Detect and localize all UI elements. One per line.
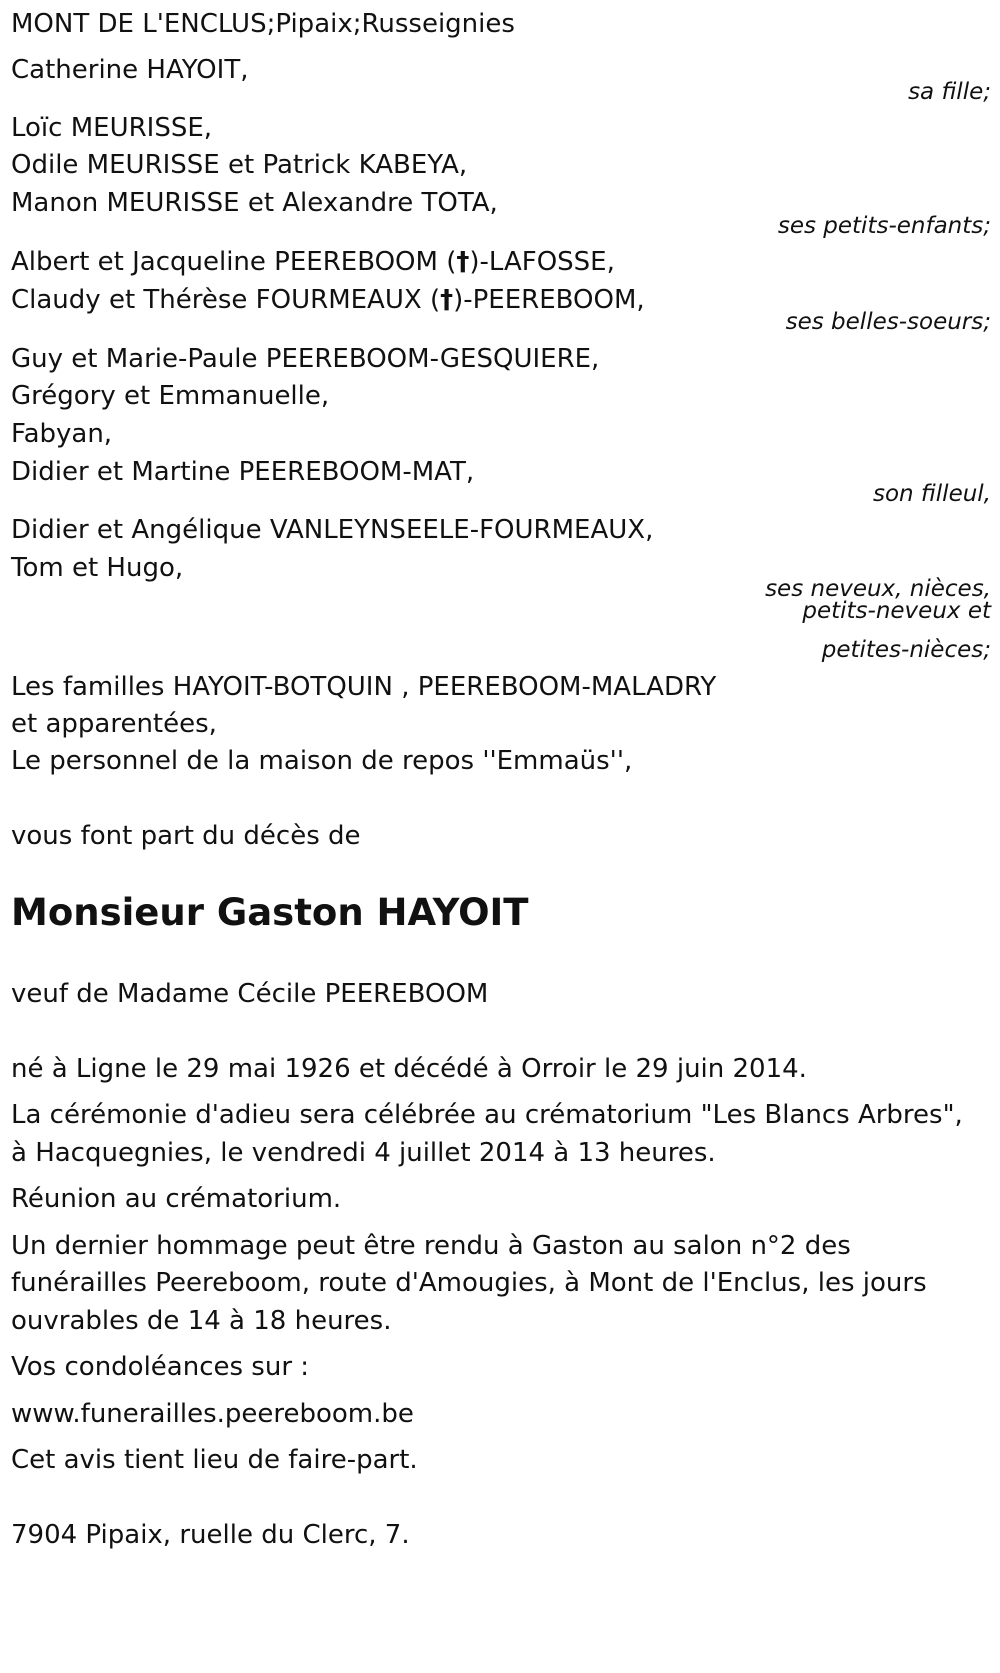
tribute-line: funérailles Peereboom, route d'Amougies, à Mont de l'Enclus, les jours xyxy=(11,1268,927,1298)
relation-grandchildren: ses petits-enfants; xyxy=(777,213,991,239)
widower-line: veuf de Madame Cécile PEEREBOOM xyxy=(11,979,489,1009)
relation-nephews: petites-nièces; xyxy=(821,637,991,663)
cross-icon: † xyxy=(456,247,470,277)
condolences-label: Vos condoléances sur : xyxy=(11,1352,310,1382)
relation-nephews: ses neveux, nièces, xyxy=(765,576,991,602)
family-name-line: Odile MEURISSE et Patrick KABEYA, xyxy=(11,150,468,180)
dates-line: né à Ligne le 29 mai 1926 et décédé à Orroir le 29 juin 2014. xyxy=(11,1054,807,1084)
relation-nephews: petits-neveux et xyxy=(802,598,991,624)
family-name-line: Manon MEURISSE et Alexandre TOTA, xyxy=(11,188,498,218)
relation-sisters-in-law: ses belles-soeurs; xyxy=(785,309,991,335)
meeting-line: Réunion au crématorium. xyxy=(11,1184,342,1214)
family-name-line: Loïc MEURISSE, xyxy=(11,113,213,143)
family-name-line: Didier et Angélique VANLEYNSEELE-FOURMEAUX, xyxy=(11,515,654,545)
website-link[interactable]: www.funerailles.peereboom.be xyxy=(11,1399,414,1429)
family-name-line: Le personnel de la maison de repos ''Emmaüs'', xyxy=(11,746,633,776)
ceremony-line: La cérémonie d'adieu sera célébrée au crématorium "Les Blancs Arbres", xyxy=(11,1100,963,1130)
deceased-name: Monsieur Gaston HAYOIT xyxy=(11,891,529,934)
family-name-line xyxy=(11,246,615,278)
family-name-line: Grégory et Emmanuelle, xyxy=(11,381,330,411)
family-name-line xyxy=(11,284,645,316)
tribute-line: Un dernier hommage peut être rendu à Gaston au salon n°2 des xyxy=(11,1231,851,1261)
location-header: MONT DE L'ENCLUS;Pipaix;Russeignies xyxy=(11,9,515,39)
name-text: Albert et Jacqueline PEEREBOOM ( xyxy=(11,247,457,277)
family-name-line: Didier et Martine PEEREBOOM-MAT, xyxy=(11,457,475,487)
notice-line: Cet avis tient lieu de faire-part. xyxy=(11,1445,418,1475)
relation-godson: son filleul, xyxy=(872,481,991,507)
announcement-intro: vous font part du décès de xyxy=(11,821,361,851)
tribute-line: ouvrables de 14 à 18 heures. xyxy=(11,1306,392,1336)
ceremony-line: à Hacquegnies, le vendredi 4 juillet 2014 à 13 heures. xyxy=(11,1138,716,1168)
name-text: )-PEEREBOOM, xyxy=(453,285,645,315)
family-name-line: Fabyan, xyxy=(11,419,113,449)
family-name-line: Les familles HAYOIT-BOTQUIN , PEEREBOOM-MALADRY xyxy=(11,672,717,702)
name-text: Claudy et Thérèse FOURMEAUX ( xyxy=(11,285,441,315)
relation-daughter: sa fille; xyxy=(908,79,991,105)
family-name-line: Catherine HAYOIT, xyxy=(11,55,249,85)
family-name-line: Guy et Marie-Paule PEEREBOOM-GESQUIERE, xyxy=(11,344,600,374)
family-name-line: et apparentées, xyxy=(11,709,217,739)
name-text: )-LAFOSSE, xyxy=(469,247,615,277)
address-line: 7904 Pipaix, ruelle du Clerc, 7. xyxy=(11,1520,410,1550)
family-name-line: Tom et Hugo, xyxy=(11,553,184,583)
cross-icon: † xyxy=(440,285,454,315)
